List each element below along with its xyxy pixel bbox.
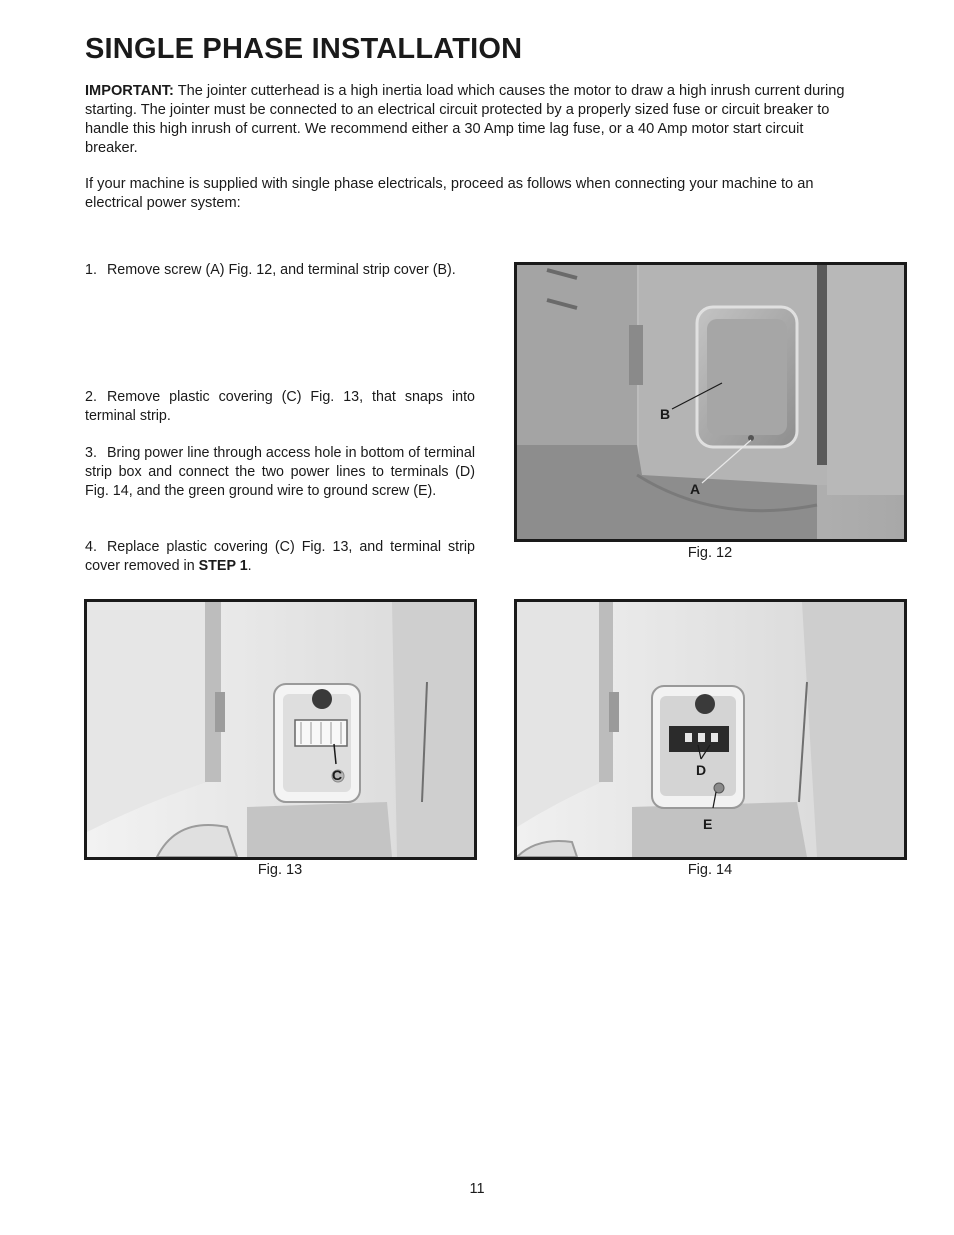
callout-a: A: [690, 481, 701, 497]
figure-13-photo: [87, 602, 474, 857]
important-label: IMPORTANT:: [85, 83, 174, 99]
step-3-number: 3.: [85, 445, 97, 461]
step-3: [85, 444, 475, 501]
step-1: [85, 261, 475, 280]
step-4: [85, 538, 475, 576]
step-4-number: 4.: [85, 539, 97, 555]
step-1-text: Remove screw (A) Fig. 12, and terminal strip cover (B).: [106, 262, 456, 278]
page-title: SINGLE PHASE INSTALLATION: [85, 33, 523, 65]
figure-12: [514, 262, 907, 542]
step-2-text: Remove plastic covering (C) Fig. 13, that snaps into terminal strip.: [85, 389, 475, 424]
caption-fig-14: Fig. 14: [687, 862, 733, 878]
step-4-text-after: .: [247, 558, 252, 574]
caption-fig-12: Fig. 12: [687, 545, 733, 561]
callout-b: B: [660, 406, 671, 422]
figure-12-photo: [517, 265, 904, 539]
figure-13: [84, 599, 477, 860]
page-number: 11: [469, 1181, 485, 1197]
step-4-text: Replace plastic covering (C) Fig. 13, and terminal strip cover removed in: [85, 539, 475, 574]
step-2: [85, 388, 475, 426]
caption-fig-13: Fig. 13: [257, 862, 303, 878]
intro-paragraph: If your machine is supplied with single phase electricals, proceed as follows when connecting your machine to an electrical power system:: [85, 176, 814, 211]
step-2-number: 2.: [85, 389, 97, 405]
important-text: The jointer cutterhead is a high inertia load which causes the motor to draw a high inrush current during starting. The jointer must be connected to an electrical circuit protected by a properly sized fuse or circuit breaker to handle this high inrush of current. We recommend either a 30 Amp time lag fuse, or a 40 Amp motor start circuit breaker.: [85, 83, 845, 156]
callout-e: E: [703, 816, 713, 832]
important-paragraph: [85, 82, 860, 158]
figure-14: [514, 599, 907, 860]
step-4-bold: STEP 1: [198, 558, 248, 574]
callout-d: D: [696, 762, 707, 778]
step-3-text: Bring power line through access hole in bottom of terminal strip box and connect the two power lines to terminals (D) Fig. 14, and the green ground wire to ground screw (E).: [85, 445, 475, 499]
callout-c: C: [332, 767, 343, 783]
figure-14-photo: [517, 602, 904, 857]
step-1-number: 1.: [85, 262, 97, 278]
